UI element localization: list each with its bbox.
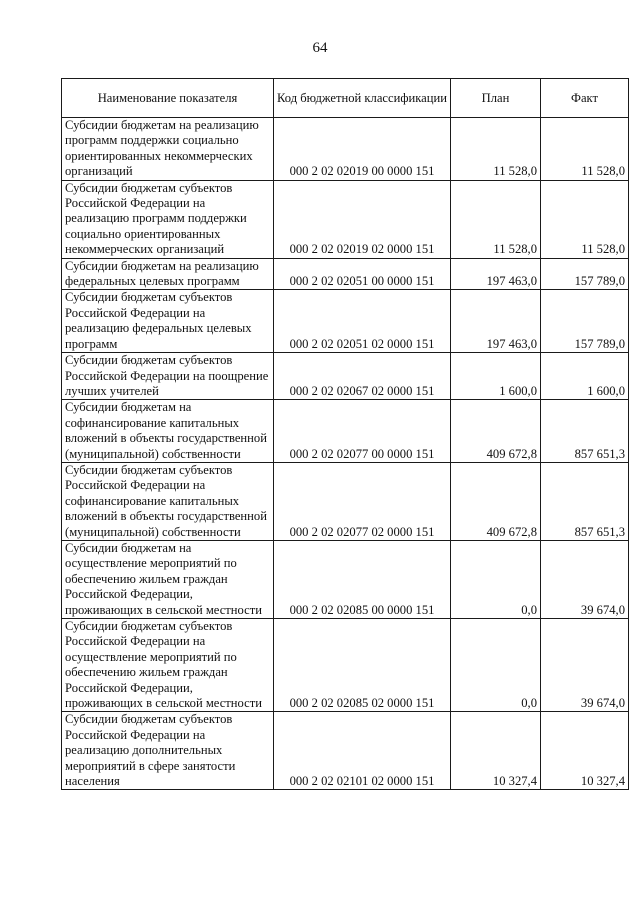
row-fact: 10 327,4	[541, 712, 629, 790]
row-code: 000 2 02 02019 02 0000 151	[274, 180, 451, 258]
row-plan: 197 463,0	[451, 258, 541, 290]
row-code: 000 2 02 02019 00 0000 151	[274, 118, 451, 181]
row-plan: 0,0	[451, 619, 541, 712]
table-row	[62, 462, 629, 540]
row-fact: 11 528,0	[541, 180, 629, 258]
row-name: Субсидии бюджетам субъектов Российской Федерации на реализацию программ поддержки социально ориентированных некоммерческих организаций	[62, 180, 274, 258]
table-row	[62, 353, 629, 400]
header-code: Код бюджетной классификации	[274, 79, 451, 118]
row-code: 000 2 02 02051 00 0000 151	[274, 258, 451, 290]
row-code: 000 2 02 02077 02 0000 151	[274, 462, 451, 540]
row-plan: 197 463,0	[451, 290, 541, 353]
row-fact: 157 789,0	[541, 290, 629, 353]
header-fact: Факт	[541, 79, 629, 118]
table-row	[62, 619, 629, 712]
table-row	[62, 400, 629, 463]
row-name: Субсидии бюджетам на реализацию программ поддержки социально ориентированных некоммерческих организаций	[62, 118, 274, 181]
row-name: Субсидии бюджетам субъектов Российской Федерации на софинансирование капитальных вложений в объекты государственной (муниципальной) собственности	[62, 462, 274, 540]
row-name: Субсидии бюджетам субъектов Российской Федерации на осуществление мероприятий по обеспечению жильем граждан Российской Федерации, проживающих в сельской местности	[62, 619, 274, 712]
row-code: 000 2 02 02051 02 0000 151	[274, 290, 451, 353]
row-name: Субсидии бюджетам на реализацию федеральных целевых программ	[62, 258, 274, 290]
row-plan: 409 672,8	[451, 400, 541, 463]
budget-table	[61, 78, 629, 790]
row-fact: 39 674,0	[541, 619, 629, 712]
row-name: Субсидии бюджетам субъектов Российской Федерации на реализацию дополнительных мероприятий в сфере занятости населения	[62, 712, 274, 790]
row-name: Субсидии бюджетам субъектов Российской Федерации на реализацию федеральных целевых программ	[62, 290, 274, 353]
page-number: 64	[312, 40, 328, 56]
table-row	[62, 258, 629, 290]
row-code: 000 2 02 02085 00 0000 151	[274, 540, 451, 618]
table-row	[62, 290, 629, 353]
table-row	[62, 712, 629, 790]
row-code: 000 2 02 02077 00 0000 151	[274, 400, 451, 463]
table-row	[62, 540, 629, 618]
row-code: 000 2 02 02101 02 0000 151	[274, 712, 451, 790]
header-name: Наименование показателя	[62, 79, 274, 118]
row-code: 000 2 02 02067 02 0000 151	[274, 353, 451, 400]
table-row	[62, 118, 629, 181]
table-row	[62, 180, 629, 258]
row-fact: 157 789,0	[541, 258, 629, 290]
row-plan: 11 528,0	[451, 180, 541, 258]
row-name: Субсидии бюджетам субъектов Российской Федерации на поощрение лучших учителей	[62, 353, 274, 400]
row-name: Субсидии бюджетам на осуществление мероприятий по обеспечению жильем граждан Российской Федерации, проживающих в сельской местности	[62, 540, 274, 618]
row-fact: 11 528,0	[541, 118, 629, 181]
row-name: Субсидии бюджетам на софинансирование капитальных вложений в объекты государственной (муниципальной) собственности	[62, 400, 274, 463]
row-plan: 1 600,0	[451, 353, 541, 400]
row-plan: 409 672,8	[451, 462, 541, 540]
row-plan: 0,0	[451, 540, 541, 618]
row-code: 000 2 02 02085 02 0000 151	[274, 619, 451, 712]
row-fact: 857 651,3	[541, 462, 629, 540]
row-fact: 39 674,0	[541, 540, 629, 618]
row-plan: 10 327,4	[451, 712, 541, 790]
header-plan: План	[451, 79, 541, 118]
row-fact: 1 600,0	[541, 353, 629, 400]
row-fact: 857 651,3	[541, 400, 629, 463]
row-plan: 11 528,0	[451, 118, 541, 181]
table-header-row	[62, 79, 629, 118]
